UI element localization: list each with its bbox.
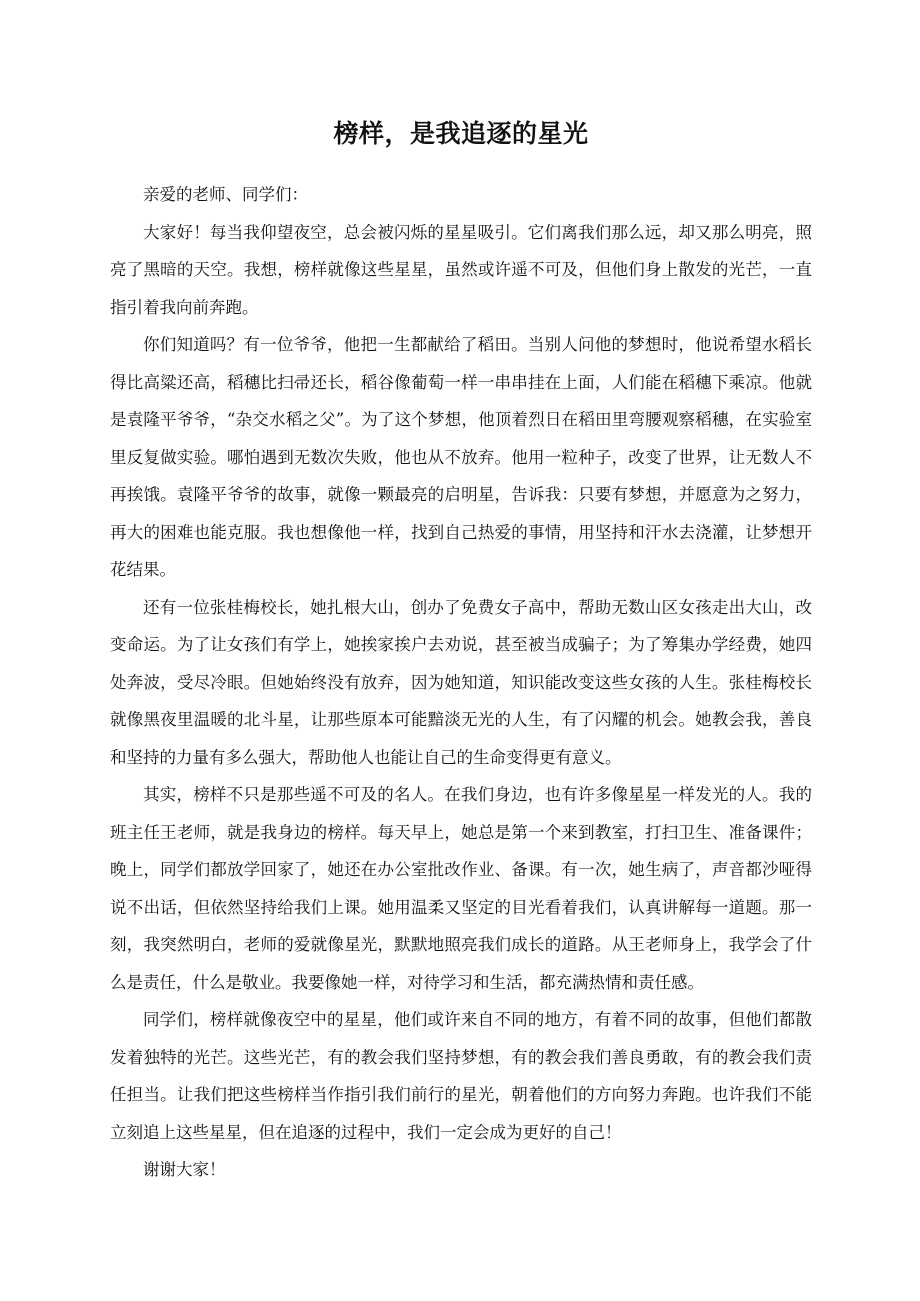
- document-title: 榜样，是我追逐的星光: [333, 119, 589, 148]
- closing-paragraph: 谢谢大家！: [143, 1160, 226, 1179]
- salutation-paragraph: 亲爱的老师、同学们：: [143, 185, 308, 204]
- body-paragraph: 你们知道吗？有一位爷爷，他把一生都献给了稻田。当别人问他的梦想时，他说希望水稻长得比高粱还高，稻穗比扫帚还长，稻谷像葡萄一样一串串挂在上面，人们能在稻穗下乘凉。他就是袁隆平爷爷，“杂交水稻之父”。为了这个梦想，他顶着烈日在稻田里弯腰观察稻穗，在实验室里反复做实验。哪怕遇到无数次失败，他也从不放弃。他用一粒种子，改变了世界，让无数人不再挨饿。袁隆平爷爷的故事，就像一颗最亮的启明星，告诉我：只要有梦想，并愿意为之努力，再大的困难也能克服。我也想像他一样，找到自己热爱的事情，用坚持和汗水去浇灌，让梦想开花结果。: [110, 335, 812, 579]
- body-paragraph: 其实，榜样不只是那些遥不可及的名人。在我们身边，也有许多像星星一样发光的人。我的班主任王老师，就是我身边的榜样。每天早上，她总是第一个来到教室，打扫卫生、准备课件；晚上，同学们都放学回家了，她还在办公室批改作业、备课。有一次，她生病了，声音都沙哑得说不出话，但依然坚持给我们上课。她用温柔又坚定的目光看着我们，认真讲解每一道题。那一刻，我突然明白，老师的爱就像星光，默默地照亮我们成长的道路。从王老师身上，我学会了什么是责任，什么是敬业。我要像她一样，对待学习和生活，都充满热情和责任感。: [110, 785, 812, 992]
- body-paragraph: 还有一位张桂梅校长，她扎根大山，创办了免费女子高中，帮助无数山区女孩走出大山，改变命运。为了让女孩们有学上，她挨家挨户去劝说，甚至被当成骗子；为了筹集办学经费，她四处奔波，受尽冷眼。但她始终没有放弃，因为她知道，知识能改变这些女孩的人生。张桂梅校长就像黑夜里温暖的北斗星，让那些原本可能黯淡无光的人生，有了闪耀的机会。她教会我，善良和坚持的力量有多么强大，帮助他人也能让自己的生命变得更有意义。: [110, 597, 812, 767]
- body-paragraph: 大家好！每当我仰望夜空，总会被闪烁的星星吸引。它们离我们那么远，却又那么明亮，照亮了黑暗的天空。我想，榜样就像这些星星，虽然或许遥不可及，但他们身上散发的光芒，一直指引着我向前奔跑。: [110, 222, 812, 317]
- body-paragraph: 同学们，榜样就像夜空中的星星，他们或许来自不同的地方，有着不同的故事，但他们都散发着独特的光芒。这些光芒，有的教会我们坚持梦想，有的教会我们善良勇敢，有的教会我们责任担当。让我们把这些榜样当作指引我们前行的星光，朝着他们的方向努力奔跑。也许我们不能立刻追上这些星星，但在追逐的过程中，我们一定会成为更好的自己！: [110, 1010, 812, 1142]
